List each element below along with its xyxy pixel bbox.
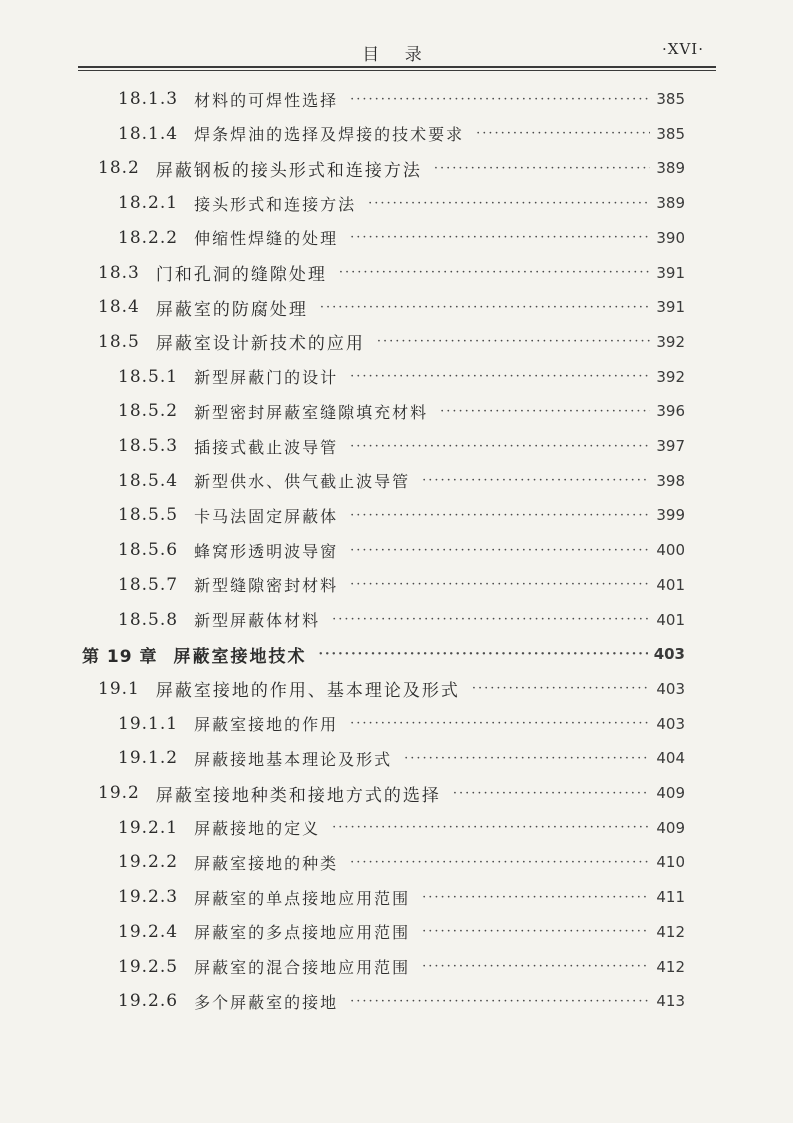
- toc-entry-page: 385: [656, 90, 685, 108]
- toc-leader-dots: [404, 751, 650, 766]
- header-rule-thin: [78, 70, 716, 71]
- toc-entry-page: 403: [656, 714, 685, 733]
- toc-entry-page: 397: [656, 437, 685, 455]
- toc-entry[interactable]: [0, 847, 685, 877]
- toc-entry-title: 屏蔽室的单点接地应用范围: [194, 888, 411, 908]
- toc-entry-page: 401: [656, 575, 685, 594]
- toc-entry-number: 18.2: [98, 158, 140, 179]
- toc-entry-number: 18.2.1: [118, 193, 179, 214]
- toc-entry-page: 412: [656, 922, 685, 941]
- toc-entry-page: 401: [656, 610, 685, 629]
- toc-entry-title: 屏蔽室的防腐处理: [155, 299, 308, 320]
- toc-entry-number: 18.5.2: [118, 401, 179, 422]
- toc-leader-dots: [350, 92, 650, 107]
- toc-entry-number: 18.1.4: [118, 123, 179, 144]
- toc-entry[interactable]: [0, 223, 685, 253]
- toc-entry[interactable]: [0, 153, 685, 183]
- header-page-number: ·XVI·: [662, 40, 704, 58]
- toc-entry[interactable]: [0, 882, 685, 912]
- toc-entry[interactable]: [0, 952, 685, 982]
- toc-entry-number: 18.3: [98, 262, 140, 283]
- toc-entry[interactable]: [0, 431, 685, 461]
- toc-entry-title: 屏蔽室接地种类和接地方式的选择: [155, 785, 441, 806]
- toc-entry-page: 391: [656, 298, 685, 317]
- toc-entry[interactable]: [0, 917, 685, 947]
- toc-leader-dots: [350, 230, 650, 245]
- toc-entry-number: 18.5.8: [118, 609, 179, 630]
- toc-leader-dots: [339, 265, 651, 280]
- toc-entry-page: 389: [656, 159, 685, 178]
- toc-entry-page: 411: [656, 888, 685, 907]
- toc-entry-number: 18.5.5: [118, 505, 179, 526]
- toc-entry-title: 屏蔽钢板的接头形式和连接方法: [155, 160, 422, 181]
- header-title: 目 录: [362, 45, 432, 65]
- toc-entry-page: 399: [656, 506, 685, 525]
- toc-entry-title: 屏蔽室的多点接地应用范围: [194, 923, 411, 943]
- toc-entry-title: 屏蔽室接地技术: [173, 646, 307, 667]
- toc-entry-number: 19.2.1: [118, 817, 179, 838]
- toc-entry-page: 385: [656, 124, 685, 143]
- toc-entry[interactable]: [0, 778, 685, 808]
- toc-entry[interactable]: [0, 292, 685, 322]
- toc-entry[interactable]: [0, 362, 685, 392]
- toc-entry-title: 屏蔽接地的定义: [194, 819, 321, 839]
- toc-entry-page: 409: [656, 818, 685, 837]
- toc-entry[interactable]: [0, 500, 685, 530]
- toc-entry-number: 19.1.1: [118, 713, 179, 734]
- toc-entry-number: 19.2.4: [118, 921, 179, 942]
- toc-leader-dots: [332, 820, 650, 835]
- toc-entry-title: 材料的可焊性选择: [194, 90, 339, 110]
- toc-entry-number: 19.2.5: [118, 956, 179, 977]
- toc-leader-dots: [350, 439, 650, 454]
- toc-entry[interactable]: [0, 570, 685, 600]
- header-rule-thick: [78, 66, 716, 68]
- toc-leader-dots: [320, 300, 651, 315]
- toc-entry-number: 19.2.3: [118, 887, 179, 908]
- toc-leader-dots: [377, 334, 651, 349]
- toc-leader-dots: [368, 196, 650, 211]
- toc-entry[interactable]: [0, 674, 685, 704]
- toc-entry-page: 410: [656, 853, 685, 872]
- toc-entry[interactable]: [0, 258, 685, 288]
- toc-leader-dots: [476, 126, 650, 141]
- toc-leader-dots: [453, 786, 651, 801]
- toc-entry-number: 19.2.2: [118, 852, 179, 873]
- toc-entry-number: 18.5.3: [118, 436, 179, 456]
- toc-leader-dots: [434, 161, 651, 176]
- toc-leader-dots: [422, 959, 650, 974]
- toc-entry-title: 新型供水、供气截止波导管: [194, 472, 411, 492]
- toc-leader-dots: [319, 647, 648, 662]
- toc-entry-page: 403: [656, 679, 685, 698]
- toc-entry[interactable]: [0, 396, 685, 426]
- toc-entry-number: 18.2.2: [118, 227, 179, 248]
- toc-entry-page: 392: [656, 332, 685, 351]
- toc-chapter-entry[interactable]: [0, 639, 685, 669]
- toc-leader-dots: [350, 508, 650, 523]
- toc-entry-title: 新型缝隙密封材料: [194, 576, 339, 596]
- toc-entry-number: 18.4: [98, 297, 140, 318]
- toc-entry[interactable]: [0, 327, 685, 357]
- toc-entry-title: 屏蔽室接地的种类: [194, 853, 339, 873]
- toc-entry-title: 门和孔洞的缝隙处理: [155, 265, 327, 285]
- page-header: [78, 30, 716, 66]
- toc-leader-dots: [350, 543, 650, 558]
- toc-entry[interactable]: [0, 813, 685, 843]
- toc-entry-page: 413: [656, 992, 685, 1011]
- toc-leader-dots: [350, 577, 650, 592]
- toc-leader-dots: [350, 716, 650, 731]
- toc-leader-dots: [440, 404, 650, 419]
- toc-entry[interactable]: [0, 605, 685, 635]
- toc-entry-number: 18.5: [98, 331, 140, 352]
- toc-entry-number: 18.1.3: [118, 89, 179, 109]
- toc-entry-number: 18.5.7: [118, 574, 179, 595]
- toc-entry[interactable]: [0, 466, 685, 496]
- toc-entry-page: 396: [656, 402, 685, 421]
- toc-entry-page: 390: [656, 228, 685, 247]
- toc-entry-title: 接头形式和连接方法: [194, 194, 357, 214]
- toc-entry-page: 389: [656, 194, 685, 213]
- toc-leader-dots: [422, 473, 650, 488]
- toc-entry-number: 18.5.4: [118, 470, 179, 491]
- toc-entry-page: 409: [656, 784, 685, 802]
- toc-leader-dots: [350, 855, 650, 870]
- toc-entry-number: 18.5.1: [118, 366, 179, 387]
- toc-entry-title: 新型密封屏蔽室缝隙填充材料: [194, 402, 429, 422]
- toc-entry-title: 伸缩性焊缝的处理: [194, 229, 339, 249]
- toc-entry-number: 19.1.2: [118, 748, 179, 769]
- toc-entry[interactable]: [0, 188, 685, 218]
- toc-entry[interactable]: [0, 535, 685, 565]
- toc-entry-number: 19.2.6: [118, 991, 179, 1012]
- toc-entry-title: 屏蔽室接地的作用: [194, 715, 339, 735]
- toc-entry-number: 第 19 章: [82, 646, 158, 667]
- toc-entry-title: 插接式截止波导管: [194, 437, 339, 457]
- toc-entry-title: 多个屏蔽室的接地: [194, 992, 339, 1012]
- toc-entry-page: 412: [656, 957, 685, 976]
- toc-entry[interactable]: [0, 84, 685, 114]
- toc-entry-page: 392: [656, 367, 685, 386]
- toc-entry[interactable]: [0, 709, 685, 739]
- toc-entry[interactable]: [0, 743, 685, 773]
- toc-leader-dots: [350, 369, 650, 384]
- toc-leader-dots: [472, 681, 651, 696]
- toc-entry-number: 18.5.6: [118, 540, 179, 561]
- toc-entry-number: 19.2: [98, 783, 140, 803]
- toc-entry-number: 19.1: [98, 678, 140, 699]
- toc-entry-page: 400: [656, 541, 685, 560]
- toc-entry-title: 新型屏蔽门的设计: [194, 368, 339, 388]
- toc-leader-dots: [422, 924, 650, 939]
- toc-entry-title: 蜂窝形透明波导窗: [194, 541, 339, 561]
- toc-entry-title: 屏蔽室接地的作用、基本理论及形式: [155, 681, 460, 702]
- toc-leader-dots: [332, 612, 650, 627]
- toc-entry-title: 卡马法固定屏蔽体: [194, 506, 339, 526]
- toc-entry[interactable]: [0, 119, 685, 149]
- toc-leader-dots: [422, 890, 650, 905]
- toc-entry-title: 屏蔽室设计新技术的应用: [155, 334, 365, 355]
- toc-entry-title: 新型屏蔽体材料: [194, 611, 321, 630]
- toc-entry-title: 焊条焊油的选择及焊接的技术要求: [194, 125, 465, 145]
- toc-entry-page: 398: [656, 471, 685, 490]
- toc-entry-page: 403: [653, 645, 685, 664]
- toc-entry-title: 屏蔽接地基本理论及形式: [194, 749, 393, 769]
- toc-entry-title: 屏蔽室的混合接地应用范围: [194, 958, 411, 977]
- toc-entry-page: 391: [656, 263, 685, 282]
- toc-leader-dots: [350, 994, 650, 1009]
- toc-entry[interactable]: [0, 986, 685, 1016]
- toc-entry-page: 404: [656, 749, 685, 768]
